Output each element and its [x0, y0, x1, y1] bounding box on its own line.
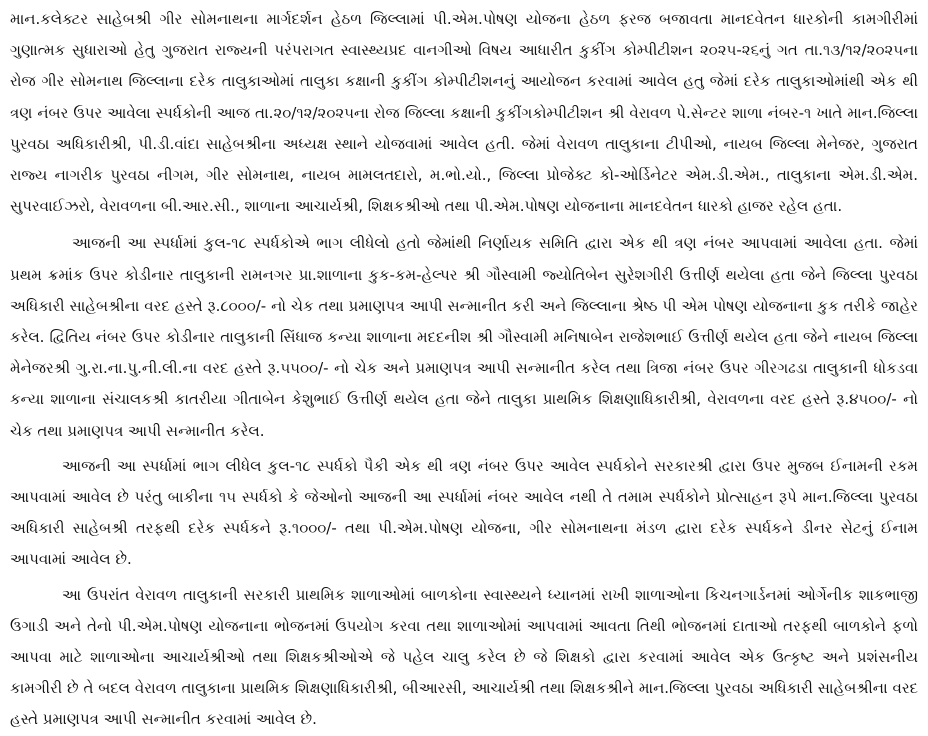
- paragraph-kitchen-garden-honor: આ ઉપરાંત વેરાવળ તાલુકાની સરકારી પ્રાથમિક શાળાઓમાં બાળકોના સ્વાસ્થ્યને ધ્યાનમાં રાખી શાળાઓના કિચનગાર્ડનમાં ઓર્ગેનીક શાકભાજી ઉગાડી અને તેનો પી.એમ.પોષણ યોજનાના ભોજનમાં ઉપયોગ કરવા તથા શાળાઓમાં આપવામાં આવતા તિથી ભોજનમાં દાતાઓ તરફથી બાળકોને ફળો આપવા માટે શાળાઓના આચાર્યશ્રીઓ તથા શિક્ષકશ્રીઓએ જે પહેલ ચાલુ કરેલ છે જે શિક્ષકો દ્વારા કરવામાં આવેલ એક ઉત્કૃષ્ટ અને પ્રશંસનીય કામગીરી છે તે બદલ વેરાવળ તાલુકાના પ્રાથમિક શિક્ષણાધિકારીશ્રી, બીઆરસી, આચાર્યશ્રી તથા શિક્ષકશ્રીને માન.જિલ્લા પુરવઠા અધિકારી સાહેબશ્રીના વરદ હસ્તે પ્રમાણપત્ર આપી સન્માનીત કરવામાં આવેલ છે.: [10, 585, 918, 729]
- paragraph-competition-intro: માન.કલેક્ટર સાહેબશ્રી ગીર સોમનાથના માર્ગદર્શન હેઠળ જિલ્લામાં પી.એમ.પોષણ યોજના હેઠળ ફરજ બજાવતા માનદવેતન ધારકોની કામગીરીમાં ગુણાત્મક સુધારાઓ હેતુ ગુજરાત રાજ્યની પરંપરાગત સ્વાસ્થ્યપ્રદ વાનગીઓ વિષય આધારીત કુકીંગ કોમ્પીટીશન ૨૦૨૫-૨૬નું ગત તા.૧૩/૧૨/૨૦૨૫ના રોજ ગીર સોમનાથ જિલ્લાના દરેક તાલુકાઓમાં તાલુકા કક્ષાની કુકીંગ કોમ્પીટીશનનું આયોજન કરવામાં આવેલ હતુ જેમાં દરેક તાલુકાઓમાંથી એક થી ત્રણ નંબર ઉપર આવેલા સ્પર્ધકોની આજ તા.૨૦/૧૨/૨૦૨૫ના રોજ જિલ્લા કક્ષાની કુકીંગકોમ્પીટીશન શ્રી વેરાવળ પે.સેન્ટર શાળા નંબર-૧ ખાતે માન.જિલ્લા પુરવઠા અધિકારીશ્રી, પી.ડી.વાંદા સાહેબશ્રીના અધ્યક્ષ સ્થાને યોજવામાં આવેલ હતી. જેમાં વેરાવળ તાલુકાના ટીપીઓ, નાયબ જિલ્લા મેનેજર, ગુજરાત રાજ્ય નાગરીક પુરવઠા નીગમ, ગીર સોમનાથ, નાયબ મામલતદારો, મ.ભો.યો., જિલ્લા પ્રોજેક્ટ કો-ઓર્ડિનેટર એમ.ડી.એમ., તાલુકાના એમ.ડી.એમ. સુપરવાઈઝરો, વેરાવળના બી.આર.સી., શાળાના આચાર્યશ્રી, શિક્ષકશ્રીઓ તથા પી.એમ.પોષણ યોજનાના માનદવેતન ધારકો હાજર રહેલ હતા.: [10, 10, 918, 216]
- paragraph-winners: આજની આ સ્પર્ધામાં કુલ-૧૮ સ્પર્ધકોએ ભાગ લીધેલો હતો જેમાંથી નિર્ણાયક સમિતિ દ્વારા એક થી ત્રણ નંબર આપવામાં આવેલા હતા. જેમાં પ્રથમ ક્રમાંક ઉપર કોડીનાર તાલુકાની રામનગર પ્રા.શાળાના કુક-કમ-હેલ્પર શ્રી ગૌસ્વામી જ્યોતિબેન સુરેશગીરી ઉત્તીર્ણ થયેલા હતા જેને જિલ્લા પુરવઠા અધિકારી સાહેબશ્રીના વરદ હસ્તે રૂ.૮૦૦૦/- નો ચેક તથા પ્રમાણપત્ર આપી સન્માનીત કરી અને જિલ્લાના શ્રેષ્ઠ પી એમ પોષણ યોજનાના કુક તરીકે જાહેર કરેલ. દ્વિતિય નંબર ઉપર કોડીનાર તાલુકાની સિંધાજ કન્યા શાળાના મદદનીશ શ્રી ગૌસ્વામી મનિષાબેન રાજેશભાઈ ઉત્તીર્ણ થયેલ હતા જેને નાયબ જિલ્લા મેનેજરશ્રી ગુ.રા.ના.પુ.ની.લી.ના વરદ હસ્તે રૂ.૫૫૦૦/- નો ચેક અને પ્રમાણપત્ર આપી સન્માનીત કરેલ તથા ત્રિજા નંબર ઉપર ગીરગઢડા તાલુકાની ધોકડવા કન્યા શાળાના સંચાલકશ્રી કાતરીયા ગીતાબેન કેશુભાઈ ઉત્તીર્ણ થયેલ હતા જેને તાલુકા પ્રાથમિક શિક્ષણાધિકારીશ્રી, વેરાવળના વરદ હસ્તે રૂ.૪૫૦૦/- નો ચેક તથા પ્રમાણપત્ર આપી સન્માનીત કરેલ.: [10, 234, 918, 440]
- paragraph-participation-prizes: આજની આ સ્પર્ધામાં ભાગ લીધેલ કુલ-૧૮ સ્પર્ધકો પૈકી એક થી ત્રણ નંબર ઉપર આવેલ સ્પર્ધકોને સરકારશ્રી દ્વારા ઉપર મુજબ ઈનામની રકમ આપવામાં આવેલ છે પરંતુ બાકીના ૧૫ સ્પર્ધકો કે જેઓનો આજની આ સ્પર્ધામાં નંબર આવેલ નથી તે તમામ સ્પર્ધકોને પ્રોત્સાહન રૂપે માન.જિલ્લા પુરવઠા અધિકારી સાહેબશ્રી તરફથી દરેક સ્પર્ધકને રૂ.૧૦૦૦/- તથા પી.એમ.પોષણ યોજના, ગીર સોમનાથના મંડળ દ્વારા દરેક સ્પર્ધકને ડીનર સેટનું ઈનામ આપવામાં આવેલ છે.: [10, 456, 918, 569]
